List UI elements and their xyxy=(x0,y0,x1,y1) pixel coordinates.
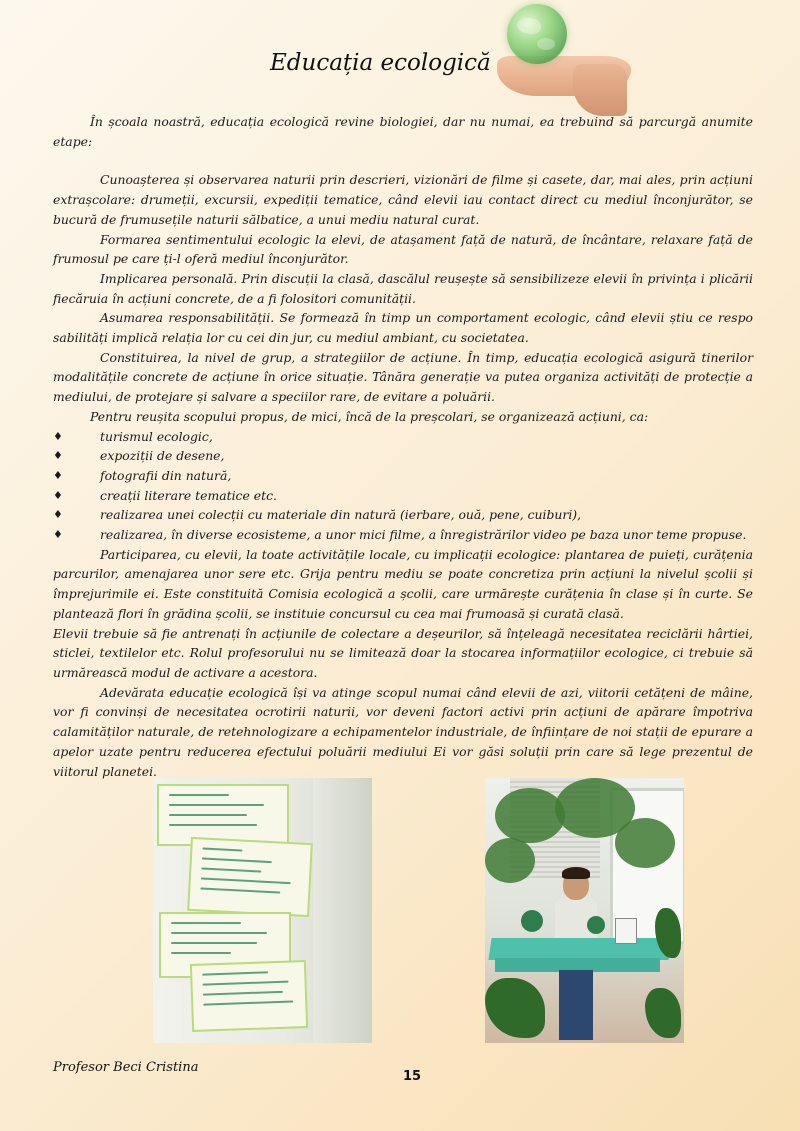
list-item: ♦ turismul ecologic, xyxy=(53,427,753,447)
poem-sheet xyxy=(187,837,313,917)
paragraph-conclusion: Adevărata educație ecologică își va atinge scopul numai când elevii de azi, viitorii cetățeni de mâine, vor fi convinși de necesitatea ocrotirii naturii, vor deveni factori activi prin acțiuni de apărare împotriva calamităților naturale, de retehnologizare a echipamentelor industriale, de înființare de noi stații de epurare a apelor uzate pentru reducerea efectului poluării mediului Ei vor găsi soluții prin care să lege prezentul de viitorul planetei. xyxy=(53,684,753,779)
tree-foliage xyxy=(485,838,535,883)
tree-foliage xyxy=(495,788,565,843)
potted-plant xyxy=(645,988,681,1038)
list-item: ♦ realizarea, în diverse ecosisteme, a unor mici filme, a înregistrărilor video pe baza unor teme propuse. xyxy=(53,525,753,545)
hand-wrist-shape xyxy=(573,64,627,116)
actions-list xyxy=(53,427,753,545)
diamond-bullet-icon: ♦ xyxy=(53,449,63,463)
poster-corner-shadow xyxy=(313,778,372,1043)
paragraph-involvement: Implicarea personală. Prin discuții la clasă, dascălul reușește să sensibilizeze elevii în privința i plicării fiecăruia în acțiuni concrete, de a fi folositori comunității. xyxy=(53,270,753,306)
paragraph-strategies: Constituirea, la nivel de grup, a strategiilor de acțiune. În timp, educația ecologică asigură tinerilor modalitățile concrete de acțiune în orice situație. Tânăra generație va putea organiza activități de protecție a mediului, de protejare și salvare a speciilor rare, de evitare a poluării. xyxy=(53,349,753,405)
paragraph-participation: Participarea, cu elevii, la toate activitățile locale, cu implicații ecologice: plantarea de puieți, curățenia parcurilor, amenajarea unor sere etc. Grija pentru mediu se poate concretiza prin acțiuni la nivelul școlii și împrejurimile ei. Este constituită Comisia ecologică a școlii, care urmărește curățenia în clase și în curte. Se plantează flori în grădina școlii, se instituie concursul cu cea mai frumoasă și curată clasă. xyxy=(53,546,753,621)
paragraph-intro: În școala noastră, educația ecologică revine biologiei, dar nu numai, ea trebuind să parcurgă anumite etape: xyxy=(53,114,753,149)
poem-sheet xyxy=(157,784,289,846)
page-title: Educația ecologică xyxy=(270,50,491,76)
exhibit-tree-model xyxy=(587,916,605,934)
paragraph-actions-intro: Pentru reușita scopului propus, de mici, încă de la preșcolari, se organizează acțiuni, ca: xyxy=(90,408,649,424)
student-hair xyxy=(562,867,590,879)
diamond-bullet-icon: ♦ xyxy=(53,528,63,542)
diamond-bullet-icon: ♦ xyxy=(53,429,63,443)
diamond-bullet-icon: ♦ xyxy=(53,508,63,522)
globe-icon xyxy=(507,4,567,64)
exhibit-box xyxy=(615,918,637,944)
potted-plant xyxy=(485,978,545,1038)
poem-poster-photo xyxy=(153,778,372,1043)
paragraph-feeling: Formarea sentimentului ecologic la elevi, de atașament față de natură, de încântare, relaxare față de frumosul pe care ți-l oferă mediul înconjurător. xyxy=(53,231,753,267)
paragraph-knowledge: Cunoașterea și observarea naturii prin descrieri, vizionări de filme și casete, dar, mai ales, prin acțiuni extrașcolare: drumeții, excursii, expediții tematice, când elevii iau contact direct cu mediul înconjurător, se bucură de frumusețile naturii sălbatice, a unui mediu natural curat. xyxy=(53,172,753,227)
list-item: ♦ fotografii din natură, xyxy=(53,466,753,486)
paragraph-recycling: Elevii trebuie să fie antrenați în acțiunile de colectare a deșeurilor, să înțeleagă necesitatea reciclării hârtiei, sticlei, textilelor etc. Rolul profesorului nu se limitează doar la stocarea informațiilor ecologice, ci trebuie să urmărească modul de activare a acestora. xyxy=(53,625,753,680)
list-item: ♦ expoziții de desene, xyxy=(53,446,753,466)
student-legs xyxy=(559,970,593,1040)
page-number: 15 xyxy=(403,1069,422,1084)
list-item: ♦ creații literare tematice etc. xyxy=(53,486,753,506)
student-exhibit-photo xyxy=(485,778,684,1043)
exhibit-tree-model xyxy=(521,910,543,932)
diamond-bullet-icon: ♦ xyxy=(53,488,63,502)
article-body xyxy=(53,112,753,781)
poem-sheet xyxy=(190,960,308,1032)
globe-in-hands-illustration xyxy=(493,2,633,117)
tree-foliage xyxy=(615,818,675,868)
author-signature: Profesor Beci Cristina xyxy=(53,1060,199,1075)
paragraph-responsibility: Asumarea responsabilității. Se formează în timp un comportament ecologic, când elevii știu ce respo sabilități implică relația lor cu cei din jur, cu mediul ambiant, cu societatea. xyxy=(53,310,753,346)
exhibit-table xyxy=(488,938,671,960)
diamond-bullet-icon: ♦ xyxy=(53,468,63,482)
list-item: ♦ realizarea unei colecții cu materiale din natură (ierbare, ouă, pene, cuiburi), xyxy=(53,505,753,525)
